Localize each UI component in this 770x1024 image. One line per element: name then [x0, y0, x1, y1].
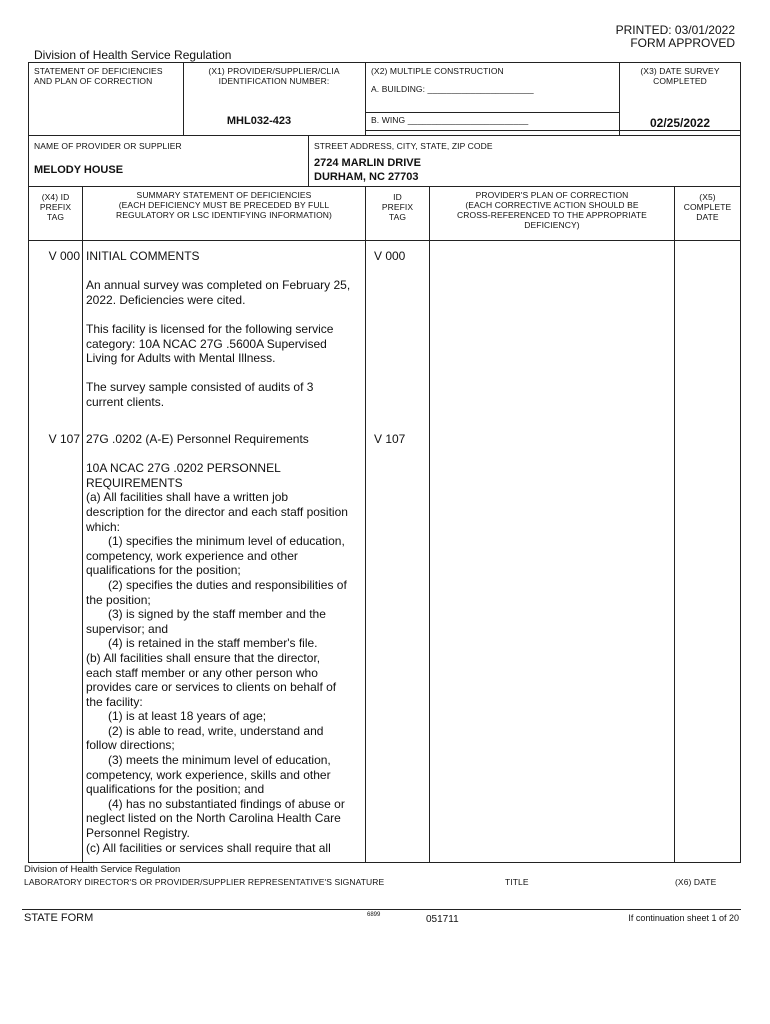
x2-label: (X2) MULTIPLE CONSTRUCTION: [371, 66, 504, 76]
x3-label: (X3) DATE SURVEY COMPLETED: [640, 66, 720, 86]
footer-division: Division of Health Service Regulation: [24, 864, 181, 875]
division-title: Division of Health Service Regulation: [34, 48, 232, 62]
address-label: STREET ADDRESS, CITY, STATE, ZIP CODE: [314, 141, 493, 151]
signature-label: LABORATORY DIRECTOR'S OR PROVIDER/SUPPLIER REPRESENTATIVE'S SIGNATURE: [24, 877, 385, 887]
summary-header: SUMMARY STATEMENT OF DEFICIENCIES (EACH DEFICIENCY MUST BE PRECEDED BY FULL REGULATORY OR LSC IDENTIFYING INFORMATION): [116, 190, 332, 220]
tag-v107: V 107: [48, 432, 80, 446]
statement-label: STATEMENT OF DEFICIENCIES AND PLAN OF CORRECTION: [34, 66, 163, 86]
x1-label: (X1) PROVIDER/SUPPLIER/CLIA IDENTIFICATION NUMBER:: [208, 66, 340, 86]
document-id: 051711: [426, 914, 459, 925]
x4-header: (X4) ID PREFIX TAG: [39, 192, 72, 222]
provider-id: MHL032-423: [226, 115, 292, 127]
id-header: ID PREFIX TAG: [381, 192, 414, 222]
tag-v000-right: V 000: [374, 249, 406, 263]
tag-v107-right: V 107: [374, 432, 406, 446]
provider-name-label: NAME OF PROVIDER OR SUPPLIER: [34, 141, 182, 151]
address: 2724 MARLIN DRIVE DURHAM, NC 27703: [314, 157, 421, 183]
title-label: TITLE: [505, 877, 529, 887]
entry-initial-comments: INITIAL COMMENTS An annual survey was completed on February 25, 2022. Deficiencies were cited. This facility is licensed for the following service category: 10A NCAC 27G .5600A Supervised Living for Adults with Mental Illness. The survey sample consisted of audits of 3 current clients.: [86, 249, 364, 424]
entry-personnel-requirements: 27G .0202 (A-E) Personnel Requirements 10A NCAC 27G .0202 PERSONNEL REQUIREMENTS (a) All facilities shall have a written job description for the director and each staff position which: (1) specifies the minimum level of education, competency, work experience and other qualifications for the position; (2) specifies the duties and responsibilities of the position; (3) is signed by the staff member and the supervisor; and (4) is retained in the staff member's file. (b) All facilities shall ensure that the director, each staff member or any other person who provides care or services to clients on behalf of the facility: (1) is at least 18 years of age; (2) is able to read, write, understand and follow directions; (3) meets the minimum level of education, competency, work experience, skills and other qualifications for the position; and (4) has no substantiated findings of abuse or neglect listed on the North Carolina Health Care Personnel Registry. (c) All facilities or services shall require that all: [86, 432, 366, 855]
building-field: A. BUILDING: ______________________: [371, 84, 534, 94]
x5-header: (X5) COMPLETE DATE: [683, 192, 732, 222]
survey-date: 02/25/2022: [649, 116, 711, 130]
plan-header: PROVIDER'S PLAN OF CORRECTION (EACH CORRECTIVE ACTION SHOULD BE CROSS-REFERENCED TO THE APPROPRIATE DEFICIENCY): [457, 190, 647, 230]
date-label: (X6) DATE: [675, 877, 717, 887]
entry-title: 27G .0202 (A-E) Personnel Requirements: [86, 432, 309, 446]
state-form-label: STATE FORM: [24, 912, 94, 924]
provider-name: MELODY HOUSE: [34, 164, 124, 176]
form-code: 6899: [367, 912, 381, 918]
tag-v000: V 000: [48, 249, 80, 263]
printed-date: PRINTED: 03/01/2022: [615, 23, 735, 37]
continuation-sheet: If continuation sheet 1 of 20: [628, 913, 739, 923]
form-status: FORM APPROVED: [630, 36, 735, 50]
wing-field: B. WING _________________________: [371, 115, 529, 125]
entry-title: INITIAL COMMENTS: [86, 249, 200, 263]
